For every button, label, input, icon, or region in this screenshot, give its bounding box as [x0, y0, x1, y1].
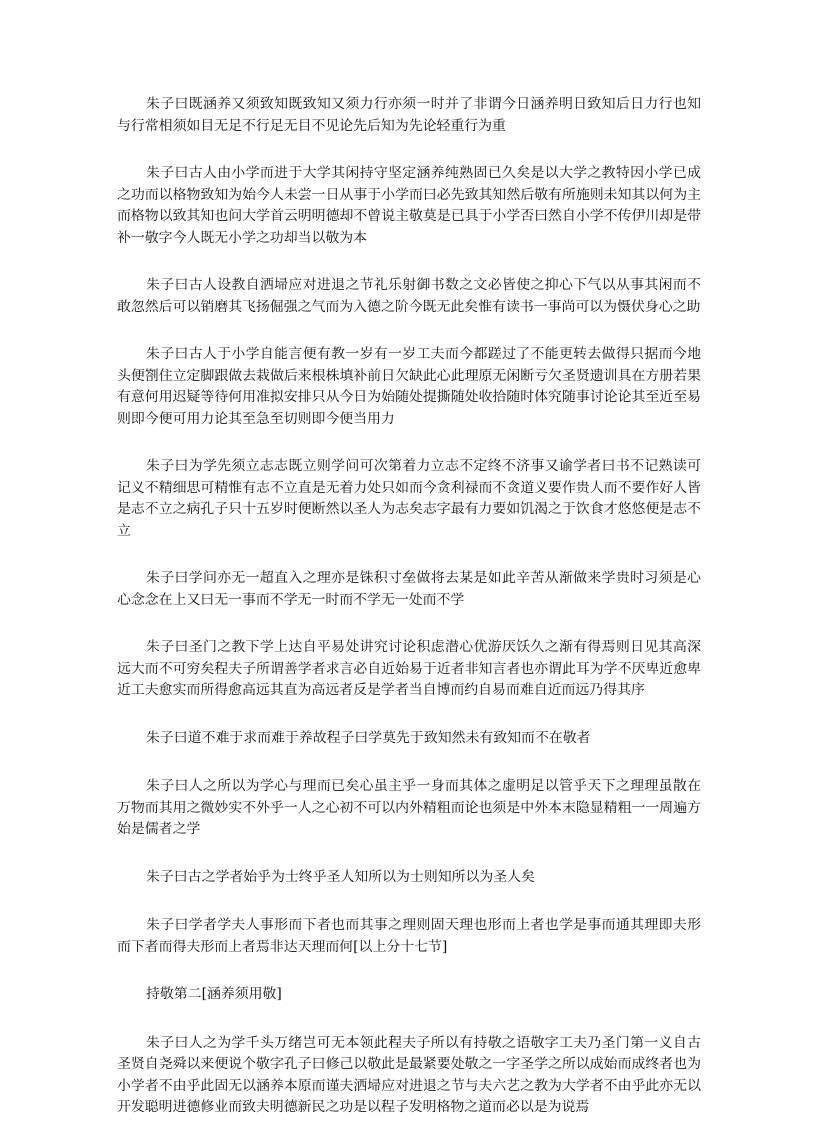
- paragraph: 朱子曰圣门之教下学上达自平易处讲究讨论积虑潜心优游厌饫久之渐有得焉则日见其高深远大而不可穷矣程夫子所谓善学者求言必自近始易于近者非知言者也亦谓此耳为学不厌卑近愈卑近工夫愈实而所得愈高远其直为高远者反是学者当自博而约自易而难自近而远乃得其序: [117, 639, 701, 698]
- paragraph: 朱子曰学者学夫人事形而下者也而其事之理则固天理也形而上者也学是事而通其理即夫形而下者而得夫形而上者焉非达天理而何[以上分十七节]: [117, 917, 701, 955]
- paragraph: 朱子曰古人设教自洒埽应对进退之节礼乐射御书数之文必皆使之抑心下气以从事其闲而不敢忽然后可以销磨其飞扬倔强之气而为入德之阶今既无此矣惟有读书一事尚可以为慑伏身心之助: [117, 277, 701, 315]
- paragraph: 朱子曰古之学者始乎为士终乎圣人知所以为士则知所以为圣人矣: [146, 868, 535, 885]
- paragraph: 朱子曰为学先须立志志既立则学问可次第着力立志不定终不济事又谕学者曰书不记熟读可记义不精细思可精惟有志不立直是无着力处只如而今贪利禄而不贪道义要作贵人而不要作好人皆是志不立之病孔子只十五岁时便断然以圣人为志矣志字最有力要如饥渴之于饮食才悠悠便是志不立: [117, 458, 701, 539]
- section-heading: 持敬第二[涵养须用敬]: [146, 986, 282, 1002]
- paragraph: 朱子曰人之所以为学心与理而已矣心虽主乎一身而其体之虚明足以管乎天下之理理虽散在万物而其用之微妙实不外乎一人之心初不可以内外精粗而论也须是中外本末隐显精粗一一周遍方始是儒者之学: [117, 778, 701, 837]
- paragraph: 朱子曰学问亦无一超直入之理亦是铢积寸垒做将去某是如此辛苦从渐做来学贵时习须是心心念念在上又曰无一事而不学无一时而不学无一处而不学: [117, 570, 701, 608]
- paragraph: 朱子曰古人由小学而进于大学其闲持守坚定涵养纯熟固已久矣是以大学之教特因小学已成之功而以格物致知为始今人未尝一日从事于小学而曰必先致其知然后敬有所施则未知其以何为主而格物以致其知也问大学首云明明德却不曾说主敬莫是已具于小学否曰然自小学不传伊川却是带补一敬字今人既无小学之功却当以敬为本: [117, 165, 701, 246]
- paragraph: 朱子曰古人于小学自能言便有教一岁有一岁工夫而今都蹉过了不能更转去做得只据而今地头便劄住立定脚跟做去栽做后来根株填补前日欠缺此心此理原无闲断亏欠圣贤遗训具在方册若果有意何用迟疑等待何用准拟安排只从今日为始随处提撕随处收拾随时体究随事讨论论其至近至易则即今便可用力论其至急至切则即今便当用力: [117, 346, 701, 427]
- document-page: [117, 94, 701, 1145]
- paragraph: 朱子曰道不难于求而难于养故程子曰学莫先于致知然未有致知而不在敬者: [146, 729, 591, 746]
- paragraph: 朱子曰既涵养又须致知既致知又须力行亦须一时并了非谓今日涵养明日致知后日力行也知与行常相须如目无足不行足无目不见论先后知为先论轻重行为重: [117, 96, 701, 134]
- paragraph: 朱子曰人之为学千头万绪岂可无本领此程夫子所以有持敬之语敬字工夫乃圣门第一义自古圣贤自尧舜以来便说个敬字孔子曰修己以敬此是最紧要处敬之一字圣学之所以成始而成终者也为小学者不由乎此固无以涵养本原而谨夫洒埽应对进退之节与夫六艺之教为大学者不由乎此亦无以开发聪明进德修业而致夫明德新民之功是以程子发明格物之道而必以是为说焉: [117, 1034, 701, 1115]
